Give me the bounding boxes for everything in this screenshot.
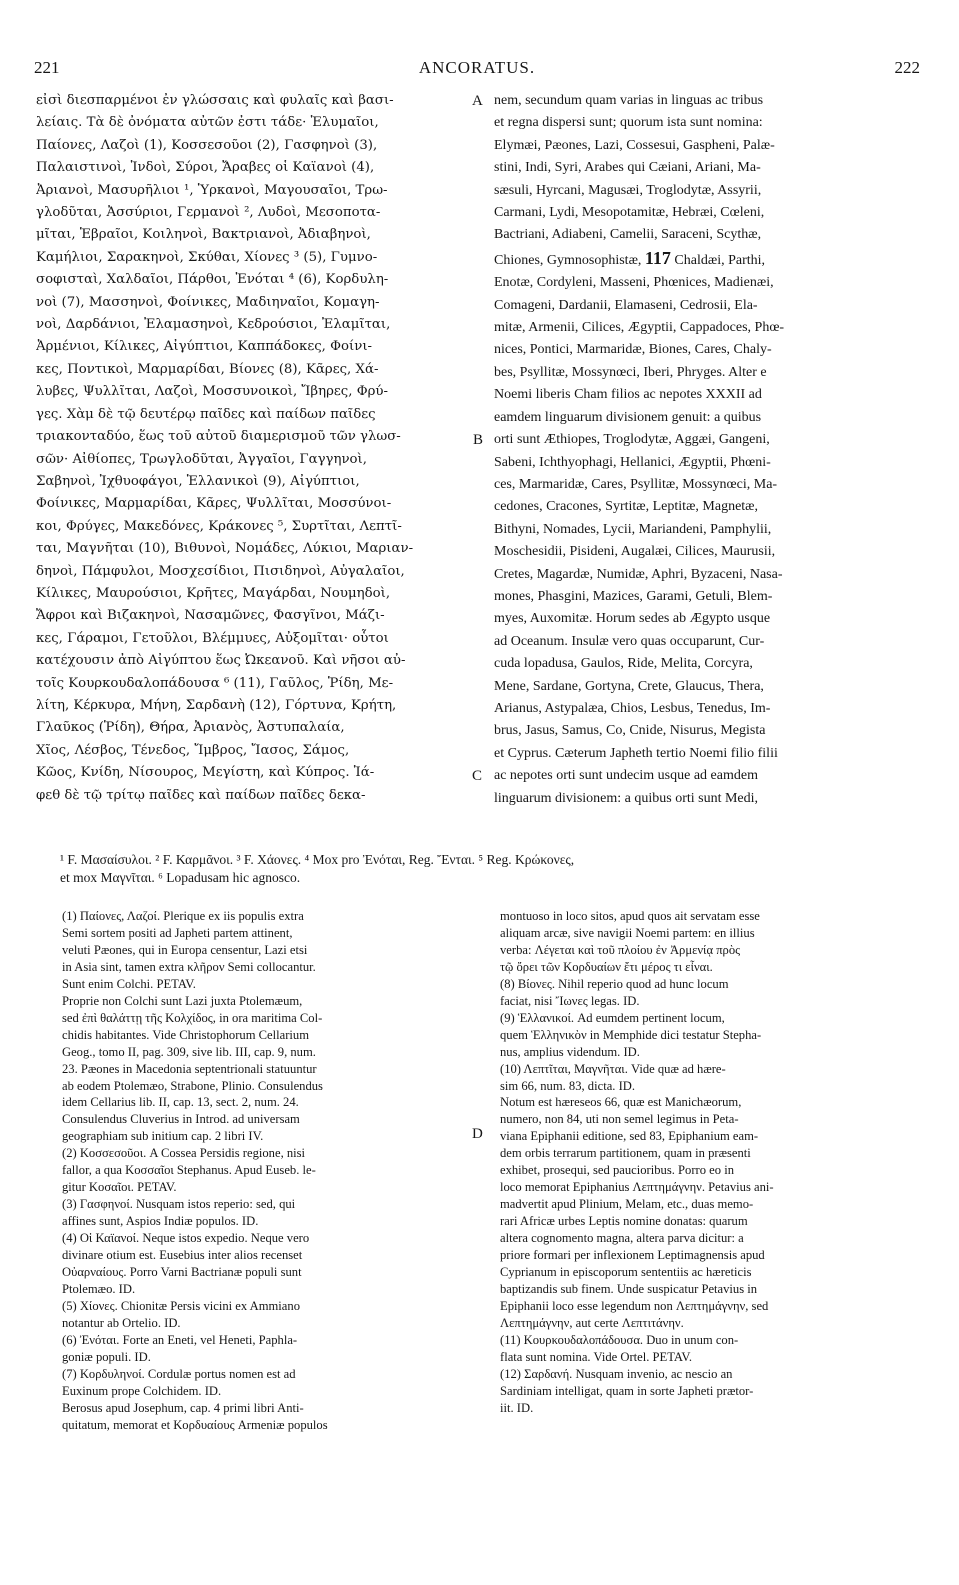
latin-line: orti sunt Æthiopes, Troglodytæ, Aggæi, Gangeni, [494, 432, 770, 448]
margin-letter-b: B [473, 432, 484, 448]
footnote-line: chidis habitantes. Vide Christophorum Cellarium [62, 1027, 310, 1042]
latin-line: stini, Indi, Syri, Arabes qui Cæiani, Ariani, Ma- [494, 160, 761, 176]
critical-note-line: ¹ F. Μασαίσυλοι. ² F. Καρμᾶνοι. ³ F. Χάονες. ⁴ Mox pro Ἐνόται, Reg. Ἔνται. ⁵ Reg. Κρώκονες, [60, 852, 575, 867]
latin-line: et Cyprus. Cæterum Japheth tertio Noemi filio filii [494, 745, 778, 761]
margin-letter-c: C [472, 768, 483, 784]
latin-line: bes, Psyllitæ, Mossynœci, Iberi, Phryges. Alter e [494, 364, 767, 380]
footnotes-right-column [500, 908, 930, 1417]
latin-line: mones, Phasgini, Mazices, Garami, Getuli, Blem- [494, 588, 773, 604]
latin-line: eamdem linguarum divisionem genuit: a quibus [494, 409, 762, 425]
footnote-line: (5) Χίονες. Chionitæ Persis vicini ex Ammiano [62, 1298, 300, 1313]
greek-line: σῶν· Αἰθίοπες, Τρωγλοδῦται, Ἀγγαῖοι, Γαγγηνοὶ, [36, 451, 367, 467]
footnote-line: divinare otium est. Eusebius inter alios recenset [62, 1248, 303, 1263]
footnote-line: ab eodem Ptolemæo, Strabone, Plinio. Consulendus [62, 1078, 323, 1093]
latin-line: mitæ, Armenii, Cilices, Ægyptii, Cappadoces, Phœ- [494, 320, 785, 336]
greek-line: Κίλικες, Μαυρούσιοι, Κρῆτες, Μαγάρδαι, Νουμηδοὶ, [36, 585, 391, 601]
footnote-line: Sardiniam intelligat, quam in sorte Japheti prætor- [500, 1383, 754, 1398]
latin-line: Mene, Sardane, Gortyna, Crete, Glaucus, Thera, [494, 678, 764, 694]
footnote-line: madvertit apud Plinium, Melam, etc., duas memo- [500, 1197, 754, 1212]
latin-line: ad Oceanum. Insulæ vero quas occuparunt, Cur- [494, 633, 765, 649]
footnote-line: τῷ ὄρει τῶν Κορδυαίων ἔτι μέρος τι εἶναι. [500, 959, 713, 974]
footnote-line: numero, non 84, uti non semel legimus in Peta- [500, 1112, 739, 1127]
greek-line: Χῖος, Λέσβος, Τένεδος, Ἴμβρος, Ἴασος, Σάμος, [36, 742, 350, 758]
footnote-line: (7) Κορδυληνοί. Cordulæ portus nomen est ad [62, 1366, 296, 1381]
footnote-line: Notum est hæreseos 66, quæ est Manichæorum, [500, 1095, 742, 1110]
margin-letter-d: D [472, 1126, 483, 1142]
latin-line: Elymæi, Pæones, Lazi, Cossesui, Gaspheni, Palæ- [494, 137, 775, 153]
footnote-line: Geog., tomo II, pag. 309, sive lib. III, cap. 9, num. [62, 1044, 316, 1059]
greek-line: κατέχουσιν ἀπὸ Αἰγύπτου ἕως Ὠκεανοῦ. Καὶ νῆσοι αὐ- [36, 653, 406, 669]
footnote-line: 23. Pæones in Macedonia septentrionali statuuntur [62, 1061, 317, 1076]
footnote-line: nus, amplius videndum. ID. [500, 1044, 640, 1059]
footnote-line: montuoso in loco sitos, apud quos ait servatam esse [500, 909, 760, 923]
greek-line: γες. Χὰμ δὲ τῷ δευτέρῳ παῖδες καὶ παίδων παῖδες [36, 406, 376, 422]
greek-line: Ἀριανοὶ, Μασυρῆλιοι ¹, Ὑρκανοὶ, Μαγουσαῖοι, Τρω- [36, 182, 388, 198]
footnote-line: Cyprianum in episcoporum sententiis ac hæreticis [500, 1265, 752, 1280]
greek-line: τοῖς Κουρκουδαλοπάδουσα ⁶ (11), Γαῦλος, Ῥίδη, Με- [36, 675, 394, 691]
footnote-line: Sunt enim Colchi. PETAV. [62, 976, 196, 991]
latin-line: cedones, Cracones, Syrtitæ, Leptitæ, Magnetæ, [494, 499, 759, 515]
footnote-line: (12) Σαρδανή. Nusquam invenio, ac nescio an [500, 1366, 733, 1381]
greek-line: εἰσὶ διεσπαρμένοι ἐν γλώσσαις καὶ φυλαῖς καὶ βασι- [36, 93, 394, 108]
greek-line: Γλαῦκος (Ῥίδη), Θήρα, Ἀριανὸς, Ἀστυπαλαία, [36, 720, 345, 736]
greek-line: γλοδῦται, Ἀσσύριοι, Γερμανοὶ ², Λυδοὶ, Μεσοποτα- [36, 205, 381, 221]
footnote-line: Οὐαρναίους. Porro Varni Bactrianæ populi sunt [62, 1265, 302, 1280]
greek-line: μῖται, Ἑβραῖοι, Κοιληνοὶ, Βακτριανοὶ, Ἀδιαβηνοὶ, [36, 227, 371, 243]
page-header [34, 58, 920, 80]
latin-line: Bithyni, Nomades, Lycii, Mariandeni, Pamphylii, [494, 521, 772, 537]
greek-line: κες, Ποντικοὶ, Μαρμαρίδαι, Βίονες (8), Κᾶρες, Χά- [36, 361, 379, 377]
latin-line: ac nepotes orti sunt undecim usque ad eamdem [494, 768, 758, 784]
greek-line: Φοίνικες, Μαρμαρίδαι, Κᾶρες, Ψυλλῖται, Μοσσύνοι- [36, 496, 392, 512]
latin-line: Arianus, Astypalæa, Chios, Lesbus, Tenedus, Im- [494, 700, 771, 716]
latin-line: Chiones, Gymnosophistæ, 117 Chaldæi, Parthi, [494, 247, 766, 268]
footnote-line: geographiam sub initium cap. 2 libri IV. [62, 1129, 264, 1144]
footnote-line: flata sunt nomina. Vide Ortel. PETAV. [500, 1349, 693, 1364]
greek-line: λίτη, Κέρκυρα, Μήνη, Σαρδανὴ (12), Γόρτυνα, Κρήτη, [36, 697, 397, 713]
footnotes-left-column [62, 908, 482, 1434]
footnote-line: Berosus apud Josephum, cap. 4 primi libri Anti- [62, 1400, 304, 1415]
footnote-line: (1) Παίονες, Λαζοί. Plerique ex iis populis extra [62, 909, 304, 923]
footnote-line: rari Africæ urbes Leptis nomine donatas: quarum [500, 1214, 748, 1229]
latin-line: brus, Jasus, Samus, Co, Cnide, Nisurus, Megista [494, 723, 766, 739]
greek-line: Παλαιστινοὶ, Ἰνδοὶ, Σύροι, Ἄραβες οἱ Καϊανοὶ (4), [36, 160, 375, 176]
footnote-line: veluti Pæones, qui in Europa censentur, Lazi etsi [62, 942, 308, 957]
greek-line: Παίονες, Λαζοὶ (1), Κοσσεσοῦοι (2), Γασφηνοὶ (3), [36, 137, 378, 153]
greek-line: λείαις. Τὰ δὲ ὀνόματα αὐτῶν ἐστι τάδε· Ἐλυμαῖοι, [36, 115, 379, 131]
greek-line: κες, Γάραμοι, Γετοῦλοι, Βλέμμυες, Αὐξομῖται· οὗτοι [36, 630, 389, 646]
latin-line: Noemi liberis Cham filios ac nepotes XXXII ad [494, 387, 762, 403]
footnote-line: (4) Οἱ Καϊανοί. Neque istos expedio. Neque vero [62, 1231, 310, 1246]
latin-line: Cretes, Magardæ, Numidæ, Aphri, Byzaceni, Nasa- [494, 566, 783, 582]
footnote-line: Semi sortem positi ad Japheti partem attinent, [62, 925, 293, 940]
footnote-line: priore formari per inflexionem Leptimagnensis apud [500, 1248, 765, 1263]
footnote-line: dem orbis terrarum partitionem, quam in præsenti [500, 1146, 751, 1161]
latin-line: myes, Auxomitæ. Horum sedes ab Ægypto usque [494, 611, 771, 627]
latin-line: Bactriani, Adiabeni, Camelii, Saraceni, Scythæ, [494, 227, 762, 243]
footnote-line: verba: Λέγεται καὶ τοῦ πλοίου ἐν Ἀρμενίᾳ πρὸς [500, 942, 741, 957]
footnote-line: sim 66, num. 83, dicta. ID. [500, 1078, 636, 1093]
greek-line: Κῶος, Κνίδη, Νίσουρος, Μεγίστη, καὶ Κύπρος. Ἰά- [36, 765, 375, 781]
footnote-line: in Asia sint, tamen extra κλῆρον Semi collocantur. [62, 959, 316, 974]
page-number-left: 221 [34, 58, 60, 77]
critical-apparatus [60, 851, 940, 887]
footnote-line: faciat, nisi Ἴωνες legas. ID. [500, 993, 640, 1008]
footnote-line: fallor, a qua Κοσσαῖοι Stephanus. Apud Euseb. le- [62, 1163, 316, 1178]
footnote-line: aliquam arcæ, sive navigii Noemi partem: en illius [500, 925, 755, 940]
running-title: ANCORATUS. [418, 58, 536, 77]
footnote-line: Euxinum prope Colchidem. ID. [62, 1383, 222, 1398]
latin-line: Comageni, Dardanii, Elamaseni, Cedrosii, Ela- [494, 297, 758, 313]
footnote-line: altera cognomento magna, altera parva dicitur: a [500, 1231, 744, 1246]
footnote-line: (8) Βίονες. Nihil reperio quod ad hunc locum [500, 976, 729, 991]
footnote-line: goniæ populi. ID. [62, 1349, 151, 1364]
footnote-line: (3) Γασφηνοί. Nusquam istos reperio: sed, qui [62, 1197, 296, 1212]
greek-line: Ἄφροι καὶ Βιζακηνοὶ, Νασαμῶνες, Φασγῖνοι, Μάζι- [36, 608, 385, 624]
footnote-line: Epiphanii loco esse legendum non Λεπτημάγνην, sed [500, 1298, 769, 1313]
latin-line: nem, secundum quam varias in linguas ac tribus [494, 93, 764, 108]
greek-line: φεθ δὲ τῷ τρίτῳ παῖδες καὶ παίδων παῖδες δεκα- [36, 787, 366, 803]
greek-line: Ἀρμένιοι, Κίλικες, Αἰγύπτιοι, Καππάδοκες, Φοίνι- [36, 339, 373, 355]
footnote-line: sed ἐπὶ θαλάττῃ τῆς Κολχίδος, in ora maritima Col- [62, 1010, 323, 1025]
footnote-line: iit. ID. [500, 1400, 534, 1415]
footnote-line: Proprie non Colchi sunt Lazi juxta Ptolemæum, [62, 993, 303, 1008]
footnote-line: viana Epiphanii editione, sed 83, Epiphanium eam- [500, 1129, 759, 1144]
footnote-line: (9) Ἑλλανικοί. Ad eumdem pertinent locum, [500, 1010, 725, 1025]
footnote-line: gitur Κοσαῖοι. PETAV. [62, 1180, 177, 1195]
critical-note-line: et mox Μαγνῖται. ⁶ Lopadusam hic agnosco. [60, 870, 301, 885]
greek-line: νοὶ, Δαρδάνιοι, Ἐλαμασηνοὶ, Κεδρούσιοι, Ἐλαμῖται, [36, 317, 391, 333]
footnote-line: (2) Κοσσεσοῦοι. A Cossea Persidis regione, nisi [62, 1146, 306, 1161]
greek-line: κοι, Φρύγες, Μακεδόνες, Κράκονες ⁵, Συρτῖται, Λεπτῖ- [36, 518, 402, 534]
footnote-line: (11) Κουρκουδαλοπάδουσα. Duo in unum con- [500, 1332, 739, 1347]
footnote-line: Λεπτημάγνην, aut certe Λεπτιτάνην. [500, 1315, 684, 1330]
footnote-line: baptizandis sub finem. Unde suspicatur Petavius in [500, 1281, 758, 1296]
footnote-line: Consulendus Cluverius in Introd. ad universam [62, 1112, 300, 1127]
column-number: 117 [644, 247, 671, 268]
page-number-right: 222 [894, 58, 920, 77]
margin-letter-a: A [472, 93, 483, 109]
latin-line: Moschesidii, Pisideni, Augalæi, Cilices, Maurusii, [494, 544, 776, 560]
footnote-line: notantur ab Ortelio. ID. [62, 1315, 181, 1330]
latin-line: ces, Marmaridæ, Cares, Psyllitæ, Mossynœci, Ma- [494, 476, 778, 492]
footnote-line: quitatum, memorat et Κορδυαίους Armeniæ populos [62, 1417, 328, 1432]
latin-text-column [494, 90, 924, 810]
greek-line: σοφισταὶ, Χαλδαῖοι, Πάρθοι, Ἐνόται ⁴ (6), Κορδυλη- [36, 272, 389, 288]
latin-line: cuda lopadusa, Gaulos, Ride, Melita, Corcyra, [494, 656, 753, 672]
footnote-line: loco memorat Epiphanius Λεπτημάγνην. Petavius ani- [500, 1180, 774, 1195]
footnote-line: exhibet, prosequi, sed paucioribus. Porro eo in [500, 1163, 734, 1178]
greek-line: δηνοὶ, Πάμφυλοι, Μοσχεσίδιοι, Πισιδηνοὶ, Αὐγαλαῖοι, [36, 563, 405, 579]
latin-line: Enotæ, Cordyleni, Masseni, Phœnices, Madienæi, [494, 275, 774, 291]
latin-line: Sabeni, Ichthyophagi, Hellanici, Ægyptii, Phœni- [494, 454, 771, 470]
latin-line: Carmani, Lydi, Mesopotamitæ, Hebræi, Cœleni, [494, 205, 765, 221]
greek-line: λυβες, Ψυλλῖται, Λαζοὶ, Μοσσυνοικοὶ, Ἴβηρες, Φρύ- [36, 384, 388, 400]
footnote-line: (10) Λεπτῖται, Μαγνῆται. Vide quæ ad hære- [500, 1061, 726, 1076]
footnote-line: affines sunt, Aspios Indiæ populos. ID. [62, 1214, 259, 1229]
footnote-line: Ptolemæo. ID. [62, 1281, 136, 1296]
greek-text-column [36, 90, 468, 807]
greek-line: τριακονταδύο, ἕως τοῦ αὐτοῦ διαμερισμοῦ τῶν γλωσ- [36, 429, 401, 445]
latin-line: et regna dispersi sunt; quorum ista sunt nomina: [494, 115, 763, 131]
greek-line: ται, Μαγνῆται (10), Βιθυνοὶ, Νομάδες, Λύκιοι, Μαριαν- [36, 541, 414, 557]
greek-line: Σαβηνοὶ, Ἰχθυοφάγοι, Ἑλλανικοὶ (9), Αἰγύπτιοι, [36, 473, 360, 489]
latin-line: nices, Pontici, Marmaridæ, Biones, Cares, Chaly- [494, 342, 772, 358]
footnote-line: quem Ἑλληνικὸν in Memphide dici testatur Stepha- [500, 1027, 762, 1042]
greek-line: Καμήλιοι, Σαρακηνοὶ, Σκύθαι, Χίονες ³ (5), Γυμνο- [36, 249, 378, 265]
latin-line: sæsuli, Hyrcani, Magusæi, Troglodytæ, Assyrii, [494, 182, 762, 198]
footnote-line: (6) Ἐνόται. Forte an Eneti, vel Heneti, Paphla- [62, 1332, 298, 1347]
greek-line: νοὶ (7), Μασσηνοὶ, Φοίνικες, Μαδιηναῖοι, Κομαγη- [36, 294, 380, 310]
latin-line: linguarum divisionem: a quibus orti sunt Medi, [494, 790, 759, 806]
footnote-line: idem Cellarius lib. II, cap. 13, sect. 2, num. 24. [62, 1095, 299, 1110]
